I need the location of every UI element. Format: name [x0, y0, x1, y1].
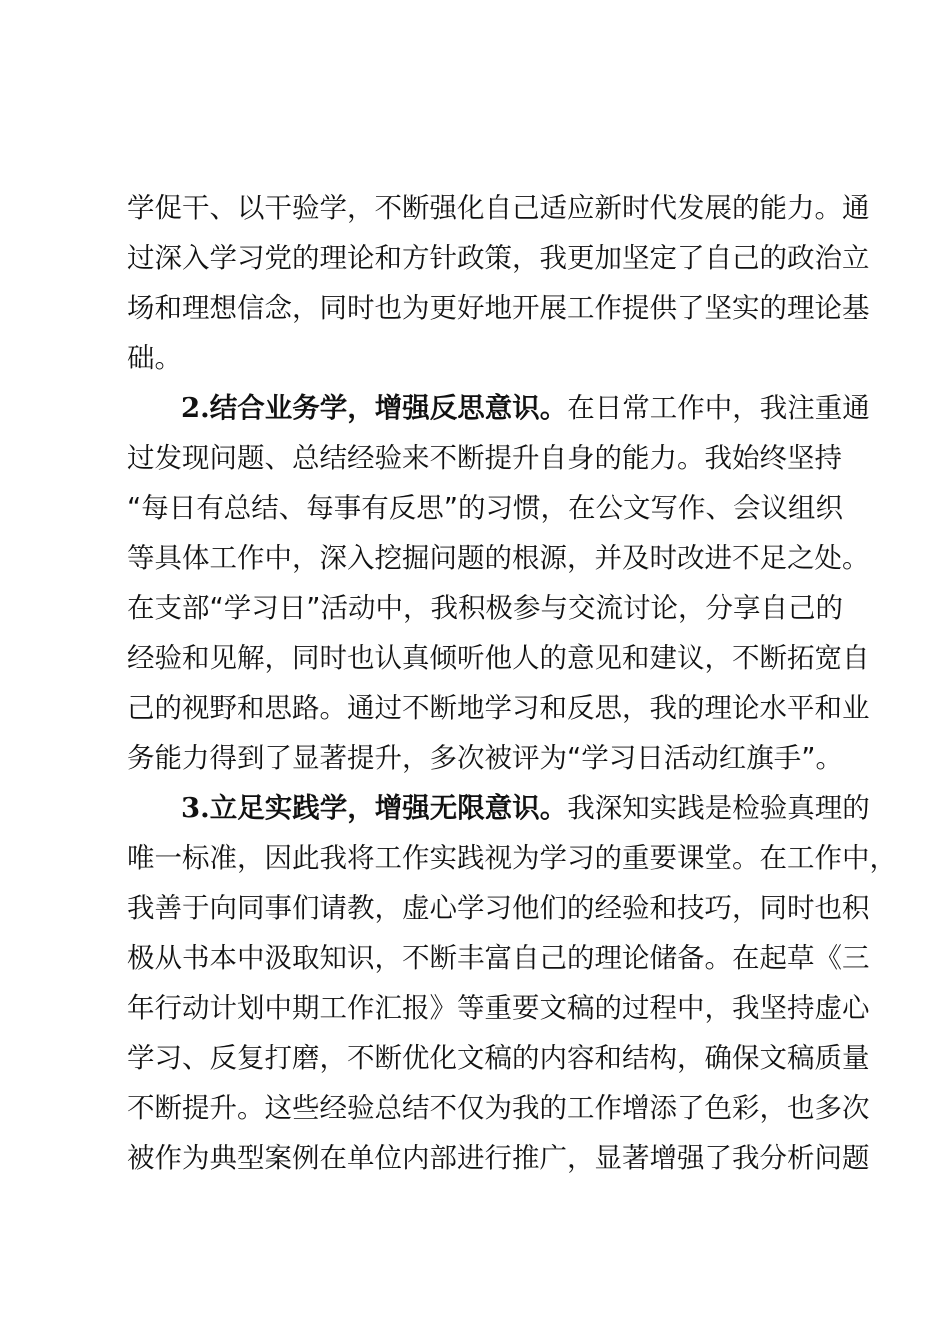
section-heading: 2.结合业务学，增强反思意识。 [181, 392, 568, 424]
text-line: 过发现问题、总结经验来不断提升自身的能力。我始终坚持 [127, 442, 842, 474]
text-line: 不断提升。这些经验总结不仅为我的工作增添了色彩，也多次 [127, 1092, 870, 1124]
text-span: 在日常工作中，我注重通 [567, 392, 870, 424]
section-heading: 3.立足实践学，增强无限意识。 [181, 792, 568, 824]
text-line: 年行动计划中期工作汇报》等重要文稿的过程中，我坚持虚心 [127, 992, 870, 1024]
paragraph-2-first-line [181, 388, 870, 428]
text-line: 我善于向同事们请教，虚心学习他们的经验和技巧，同时也积 [127, 892, 870, 924]
text-line: 过深入学习党的理论和方针政策，我更加坚定了自己的政治立 [127, 242, 870, 274]
text-line: 等具体工作中，深入挖掘问题的根源，并及时改进不足之处。 [127, 542, 870, 574]
text-line: 础。 [127, 342, 182, 374]
paragraph-3-first-line [181, 788, 870, 828]
text-line: 己的视野和思路。通过不断地学习和反思，我的理论水平和业 [127, 692, 870, 724]
text-line: 学习、反复打磨，不断优化文稿的内容和结构，确保文稿质量 [127, 1042, 870, 1074]
text-line: “每日有总结、每事有反思”的习惯，在公文写作、会议组织 [127, 492, 843, 524]
text-span: 我深知实践是检验真理的 [567, 792, 870, 824]
text-line: 经验和见解，同时也认真倾听他人的意见和建议，不断拓宽自 [127, 642, 870, 674]
text-line: 场和理想信念，同时也为更好地开展工作提供了坚实的理论基 [127, 292, 870, 324]
text-line: 学促干、以干验学，不断强化自己适应新时代发展的能力。通 [127, 192, 870, 224]
text-line: 唯一标准，因此我将工作实践视为学习的重要课堂。在工作中， [127, 842, 897, 874]
text-line: 极从书本中汲取知识，不断丰富自己的理论储备。在起草《三 [127, 942, 870, 974]
text-line: 被作为典型案例在单位内部进行推广，显著增强了我分析问题 [127, 1142, 870, 1174]
text-line: 在支部“学习日”活动中，我积极参与交流讨论，分享自己的 [127, 592, 843, 624]
text-line: 务能力得到了显著提升，多次被评为“学习日活动红旗手”。 [127, 742, 843, 774]
